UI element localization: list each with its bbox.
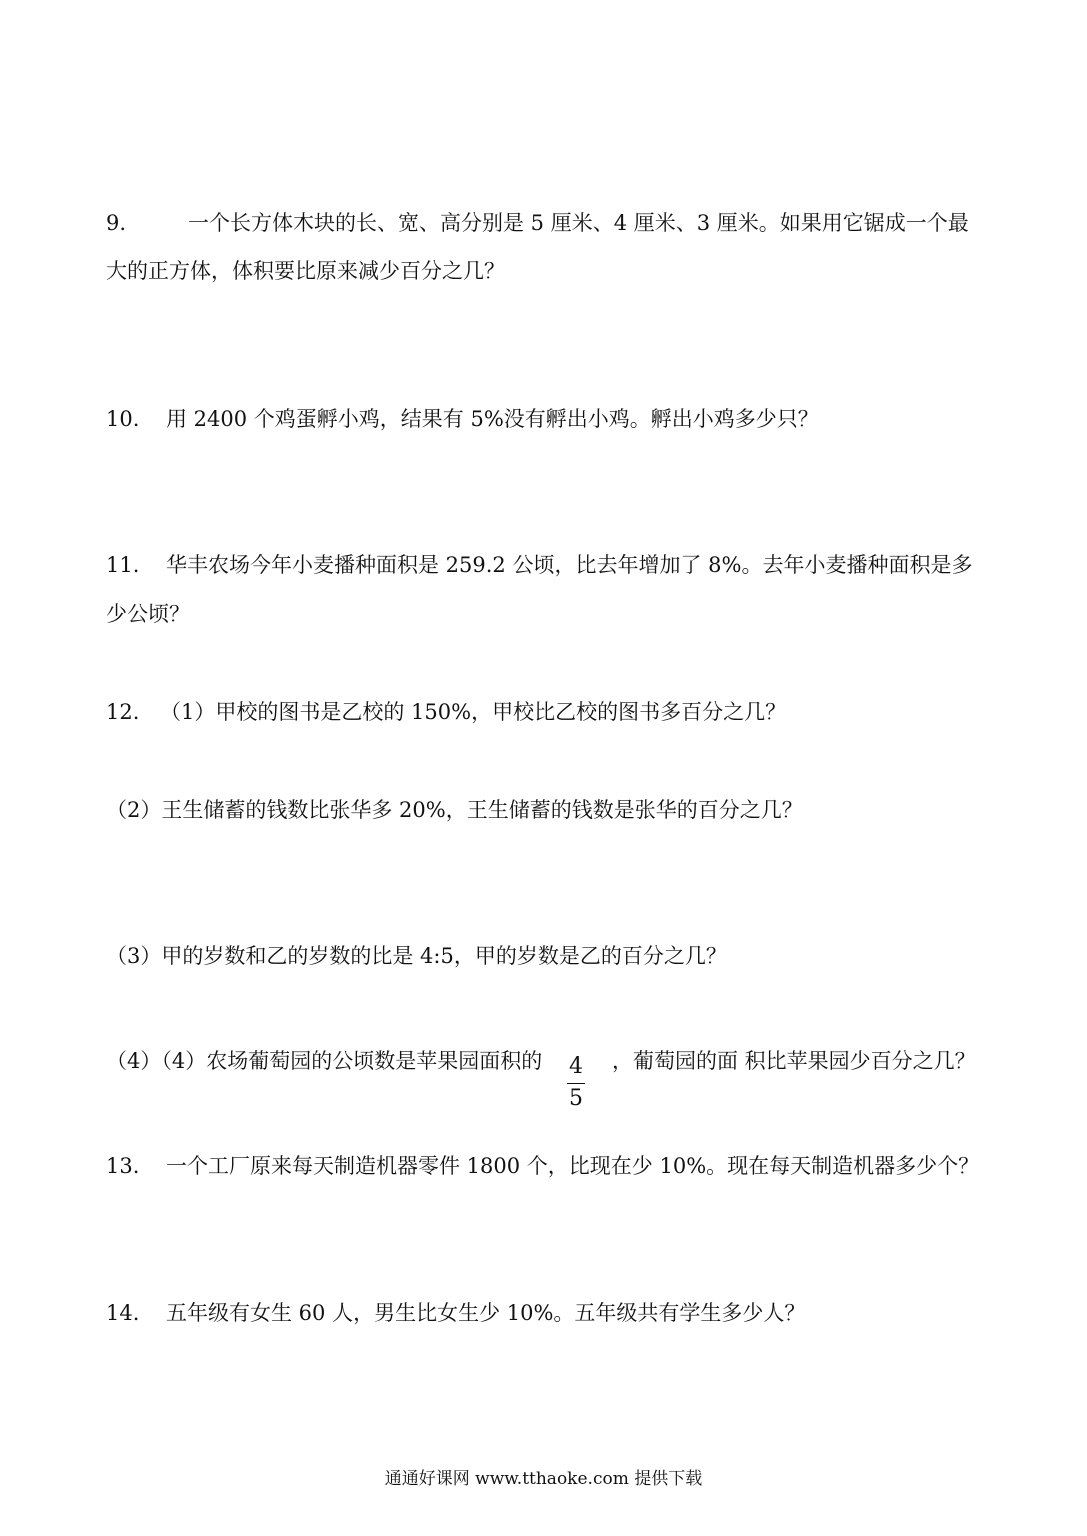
- question-number: 10.: [106, 407, 140, 431]
- question-text: 大的正方体，体积要比原来减少百分之几？: [106, 259, 505, 283]
- question-text: 一个工厂原来每天制造机器零件 1800 个，比现在少 10%。现在每天制造机器多少个？: [166, 1154, 980, 1178]
- fraction: [565, 1054, 587, 1114]
- question-number: 13.: [106, 1154, 140, 1178]
- question-part-1: （1）甲校的图书是乙校的 150%，甲校比乙校的图书多百分之几？: [160, 700, 787, 724]
- fraction-denominator: 5: [569, 1086, 583, 1111]
- question-number: 9.: [106, 211, 127, 235]
- question-number: 14.: [106, 1301, 140, 1325]
- question-text: 一个长方体木块的长、宽、高分别是 5 厘米、4 厘米、3 厘米。如果用它锯成一个最: [188, 211, 969, 235]
- page-footer: 通通好课网 www.tthaoke.com 提供下载: [384, 1469, 703, 1489]
- question-part-4-after: ，葡萄园的面 积比苹果园少百分之几？: [612, 1049, 976, 1073]
- fraction-bar: [567, 1083, 585, 1084]
- question-part-2: （2）王生储蓄的钱数比张华多 20%，王生储蓄的钱数是张华的百分之几？: [106, 798, 803, 822]
- question-part-3: （3）甲的岁数和乙的岁数的比是 4:5，甲的岁数是乙的百分之几？: [106, 944, 727, 968]
- fraction-numerator: 4: [569, 1054, 583, 1079]
- question-text: 五年级有女生 60 人，男生比女生少 10%。五年级共有学生多少人？: [166, 1301, 806, 1325]
- question-number: 12.: [106, 700, 140, 724]
- question-text: 华丰农场今年小麦播种面积是 259.2 公顷，比去年增加了 8%。去年小麦播种面积是多: [166, 553, 973, 577]
- question-part-4-before: （4）（4）农场葡萄园的公顷数是苹果园面积的: [106, 1049, 543, 1073]
- question-text: 用 2400 个鸡蛋孵小鸡，结果有 5%没有孵出小鸡。孵出小鸡多少只？: [166, 407, 819, 431]
- question-number: 11.: [106, 553, 140, 577]
- question-text: 少公顷？: [106, 602, 190, 626]
